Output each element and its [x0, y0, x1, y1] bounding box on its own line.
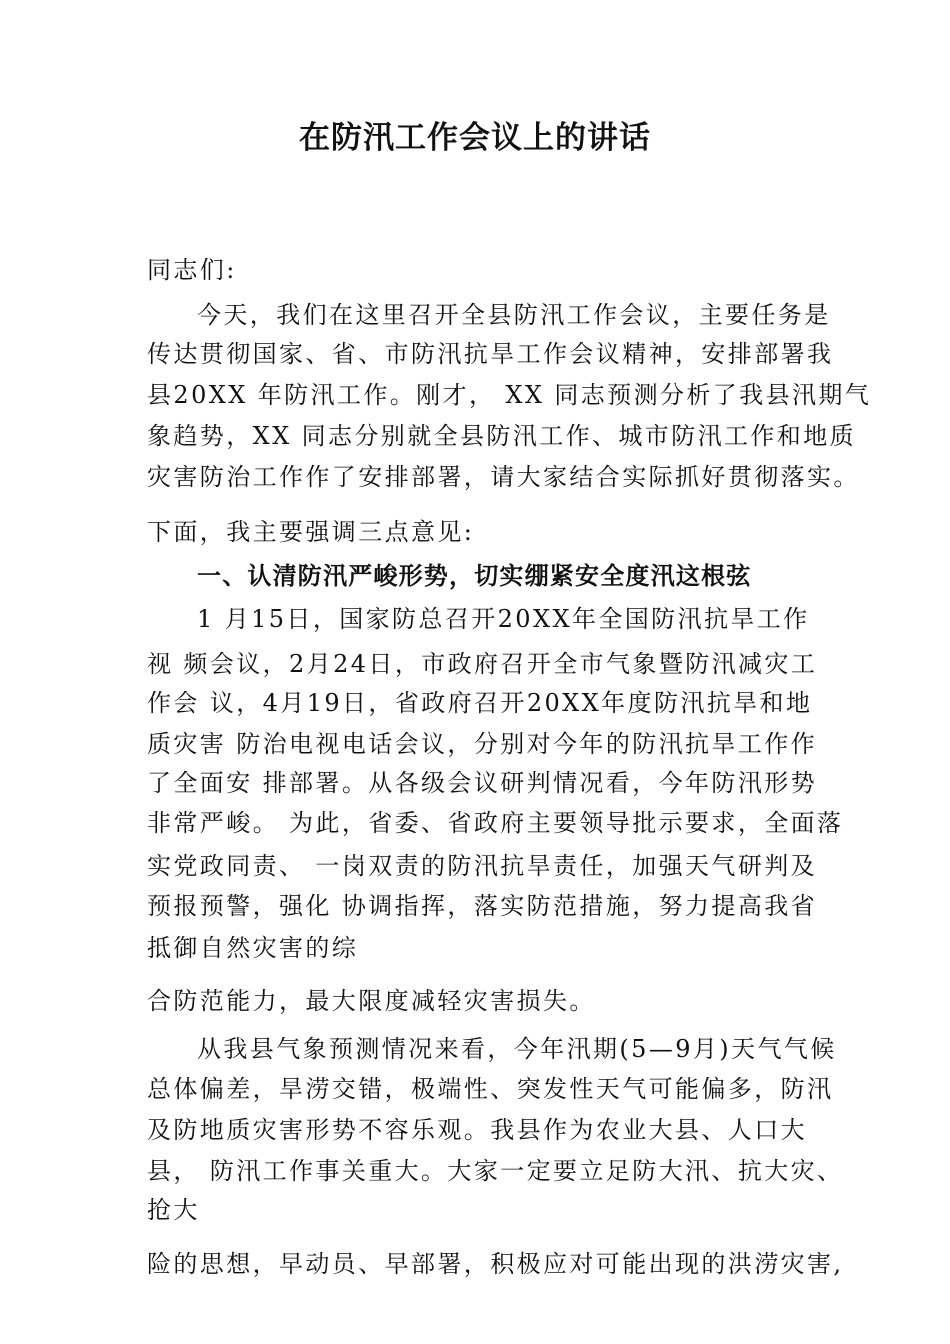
paragraph-line: 灾害防治工作作了安排部署，请大家结合实际抓好贯彻落实。	[147, 463, 860, 491]
paragraph-line: 险的思想，早动员、早部署，积极应对可能出现的洪涝灾害,	[147, 1250, 844, 1278]
paragraph-line: 视 频会议，2月24日，市政府召开全市气象暨防汛减灾工	[147, 650, 818, 678]
paragraph-line: 抢大	[147, 1196, 200, 1224]
paragraph-line: 了全面安 排部署。从各级会议研判情况看，今年防汛形势	[147, 769, 818, 797]
intro-line: 下面，我主要强调三点意见:	[147, 518, 475, 546]
paragraph-line: 质灾害 防治电视电话会议，分别对今年的防汛抗旱工作作	[147, 730, 818, 758]
paragraph-line: 县20XX 年防汛工作。刚才， XX 同志预测分析了我县汛期气	[147, 381, 872, 409]
salutation: 同志们:	[147, 256, 237, 284]
paragraph-line: 及防地质灾害形势不容乐观。我县作为农业大县、人口大	[147, 1116, 807, 1144]
paragraph-line: 象趋势，XX 同志分别就全县防汛工作、城市防汛工作和地质	[147, 422, 856, 450]
paragraph-line: 作会 议，4月19日，省政府召开20XX年度防汛抗旱和地	[147, 689, 813, 717]
paragraph-line: 合防范能力，最大限度减轻灾害损失。	[147, 987, 596, 1015]
paragraph-line: 非常严峻。 为此，省委、省政府主要领导批示要求，全面落	[147, 809, 844, 837]
paragraph-line: 今天，我们在这里召开全县防汛工作会议，主要任务是	[197, 301, 831, 329]
paragraph-line: 传达贯彻国家、省、市防汛抗旱工作会议精神，安排部署我	[147, 340, 834, 368]
paragraph-line: 从我县气象预测情况来看，今年汛期(5—9月)天气气候	[197, 1035, 837, 1063]
paragraph-line: 预报预警，强化 协调指挥，落实防范措施，努力提高我省	[147, 892, 818, 920]
document-title: 在防汛工作会议上的讲话	[299, 120, 651, 156]
paragraph-line: 抵御自然灾害的综	[147, 934, 359, 962]
section-heading: 一、认清防汛严峻形势，切实绷紧安全度汛这根弦	[197, 562, 752, 590]
paragraph-line: 实党政同责、 一岗双责的防汛抗旱责任，加强天气研判及	[147, 852, 818, 880]
paragraph-line: 总体偏差，旱涝交错，极端性、突发性天气可能偏多，防汛	[147, 1075, 834, 1103]
paragraph-line: 1 月15日，国家防总召开20XX年全国防汛抗旱工作	[197, 605, 810, 633]
paragraph-line: 县， 防汛工作事关重大。大家一定要立足防大汛、抗大灾、	[147, 1157, 844, 1185]
